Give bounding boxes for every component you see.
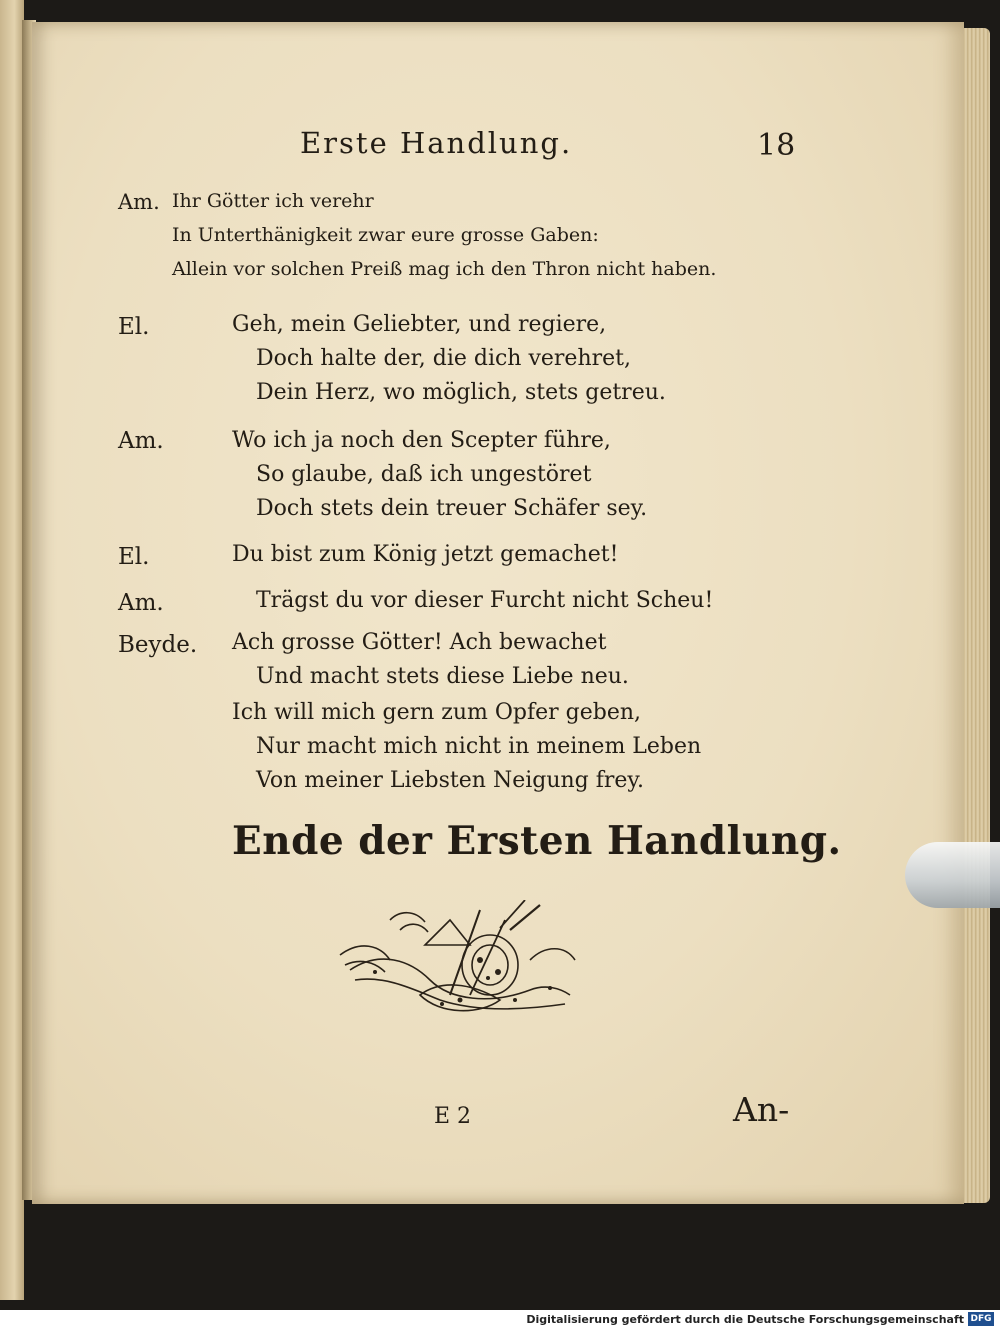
- verse-line: Trägst du vor dieser Furcht nicht Scheu!: [256, 588, 714, 613]
- verse-line: Nur macht mich nicht in meinem Leben: [256, 734, 702, 759]
- trophy-vignette-icon: [330, 900, 580, 1030]
- verse-line: Und macht stets diese Liebe neu.: [256, 664, 629, 689]
- speaker-label: Am.: [118, 590, 164, 616]
- verse-line: In Unterthänigkeit zwar eure grosse Gaben:: [172, 224, 599, 246]
- dfg-logo-icon: DFG: [968, 1312, 994, 1326]
- printer-signature: E 2: [434, 1104, 472, 1129]
- running-head: Erste Handlung.: [300, 126, 573, 160]
- page-edges: [960, 28, 990, 1203]
- verse-line: Ich will mich gern zum Opfer geben,: [232, 700, 642, 725]
- speaker-label: Am.: [118, 428, 164, 454]
- verse-line: Von meiner Liebsten Neigung frey.: [256, 768, 644, 793]
- verse-line: Ihr Götter ich verehr: [172, 190, 374, 212]
- catchword: An-: [733, 1090, 790, 1129]
- verse-line: Allein vor solchen Preiß mag ich den Thron nicht haben.: [172, 258, 717, 280]
- footer-credit: Digitalisierung gefördert durch die Deutsche Forschungsgemeinschaft: [526, 1313, 964, 1326]
- left-page-edge: [0, 0, 24, 1300]
- verse-line: Dein Herz, wo möglich, stets getreu.: [256, 380, 666, 405]
- end-of-act-title: Ende der Ersten Handlung.: [232, 818, 842, 864]
- verse-line: Du bist zum König jetzt gemachet!: [232, 542, 619, 567]
- verse-line: Doch halte der, die dich verehret,: [256, 346, 631, 371]
- page-number: 18: [757, 128, 796, 163]
- verse-line: Ach grosse Götter! Ach bewachet: [232, 630, 607, 655]
- verse-line: So glaube, daß ich ungestöret: [256, 462, 592, 487]
- speaker-label: Beyde.: [118, 632, 198, 658]
- bookmark-strip: [905, 842, 1000, 908]
- verse-line: Wo ich ja noch den Scepter führe,: [232, 428, 611, 453]
- verse-line: Geh, mein Geliebter, und regiere,: [232, 312, 607, 337]
- verse-line: Doch stets dein treuer Schäfer sey.: [256, 496, 648, 521]
- speaker-label: Am.: [118, 190, 160, 214]
- speaker-label: El.: [118, 544, 150, 570]
- speaker-label: El.: [118, 314, 150, 340]
